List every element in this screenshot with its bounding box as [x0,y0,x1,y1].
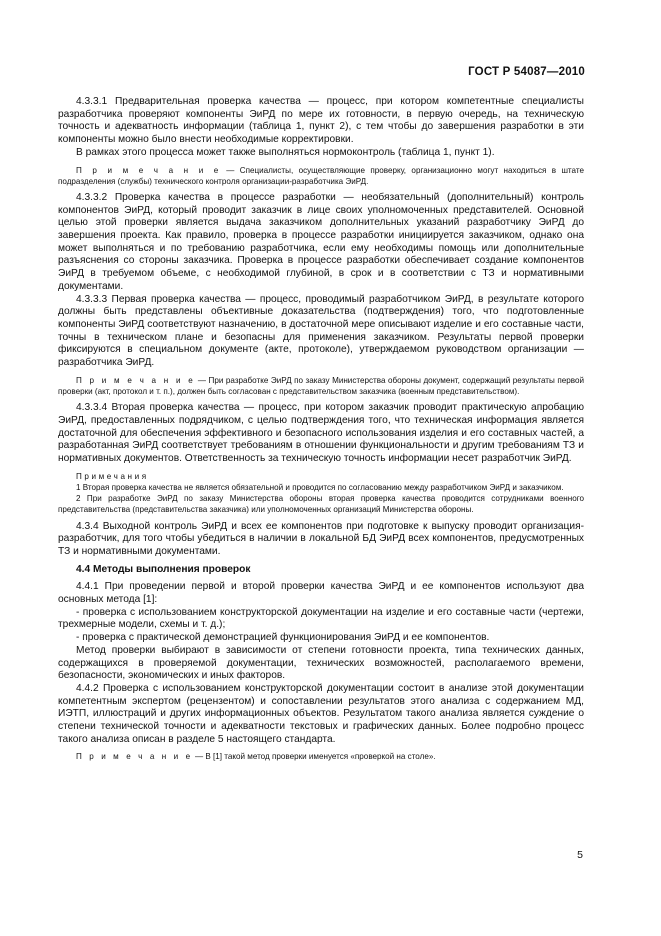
note-1-text: — Специалисты, осуществляющие проверку, организационно могут находиться в штате подразделения (службы) технического контроля организации-разработчика ЭиРД. [58,165,584,186]
note-3-2: 2 При разработке ЭиРД по заказу Министерства обороны вторая проверка качества проводится сотрудниками военного представительства (представительства заказчика) или уполномоченных организаций Министерства обороны. [58,494,584,515]
section-heading-4-4: 4.4 Методы выполнения проверок [76,563,251,575]
notes-heading: Примечания [76,471,149,481]
paragraph-4-4-1: 4.4.1 При проведении первой и второй проверки качества ЭиРД и ее компонентов используют два основных метода [1]: [58,581,584,606]
note-1 [58,165,584,187]
note-2-label: П р и м е ч а н и е [76,375,196,385]
paragraph-4-3-4: 4.3.4 Выходной контроль ЭиРД и всех ее компонентов при подготовке к выпуску проводит организация-разработчик, для того чтобы убедиться в наличии в локальной БД ЭиРД всех компонентов, предусмотренных ТЗ и нормативными документами. [58,520,584,557]
note-4-text: — В [1] такой метод проверки именуется «проверкой на столе». [192,752,436,762]
paragraph-normcontrol: В рамках этого процесса может также выполняться нормоконтроль (таблица 1, пункт 1). [76,146,495,158]
paragraph-4-3-3-3: 4.3.3.3 Первая проверка качества — процесс, проводимый разработчиком ЭиРД, в результате которого должны быть представлены объективные доказательства (подтверждения) того, что подготовленные компоненты ЭиРД соответствуют назначению, в достаточной мере описывают изделие и его составные части, точны в техническом плане и безопасны для применения заказчиком. Результаты первой проверки фиксируются в специальном документе (акте, протоколе), утверждаемом руководством организации — разработчика ЭиРД. [58,293,584,369]
paragraph-4-3-3-1: 4.3.3.1 Предварительная проверка качества — процесс, при котором компетентные специалисты разработчика проверяют компоненты ЭиРД по мере их готовности, в первую очередь, на техническую точность и адекватность информации (таблица 1, пункт 2), с тем чтобы до завершения разработки в эти компоненты можно было внести необходимые корректировки. [58,96,584,146]
page-number: 5 [577,849,583,861]
document-body [58,96,584,763]
paragraph-4-4-2: 4.4.2 Проверка с использованием конструкторской документации состоит в анализе этой документации компетентным экспертом (рецензентом) и сопоставлении результатов этого анализа с содержанием МД, ИЭТП, иллюстраций и других информационных объектов. Результатом такого анализа является суждение о степени технической точности и адекватности текстовых и графических данных. Более подробно процесс такого анализа описан в разделе 5 настоящего стандарта. [58,682,584,745]
paragraph-4-3-3-2: 4.3.3.2 Проверка качества в процессе разработки — необязательный (дополнительный) контроль компонентов ЭиРД, который проводит заказчик в лице своих уполномоченных представителей. Основной целью этой проверки является выдача заказчиком дополнительных указаний разработчику ЭиРД до завершения проекта. Как правило, проверка в процессе разработки инициируется заказчиком, однако она может выполняться и по требованию разработчика, если ему необходимы помощь или дополнительные разъяснения со стороны заказчика. Проверка в процессе разработки обеспечивает создание компонентов ЭиРД в требуемом объеме, с необходимой глубиной, в срок и в соответствии с ТЗ и нормативными документами. [58,191,584,292]
paragraph-method-choice: Метод проверки выбирают в зависимости от степени готовности проекта, типа технических данных, содержащихся в проверяемой документации, технических возможностей, располагаемого времени, безопасности, экономических и иных факторов. [58,644,584,682]
note-2 [58,375,584,397]
list-item-1: - проверка с использованием конструкторской документации на изделие и его составные части (чертежи, трехмерные модели, схемы и т. д.); [58,606,584,631]
paragraph-4-3-3-4: 4.3.3.4 Вторая проверка качества — процесс, при котором заказчик проводит практическую апробацию ЭиРД, предоставленных подрядчиком, с целью подтверждения того, что техническая информация является достаточной для обеспечения эффективного и безопасного использования изделия и его составных частей, а разработанная ЭиРД соответствует требованиям в отношении функциональности и другим требованиям ТЗ и нормативных документов. Ответственность за техническую точность информации несет разработчик ЭиРД. [58,402,584,464]
note-1-label: П р и м е ч а н и е [76,165,221,175]
note-4-label: П р и м е ч а н и е [76,752,193,762]
document-header: ГОСТ Р 54087—2010 [468,66,585,78]
note-3-1: 1 Вторая проверка качества не является обязательной и проводится по согласованию между разработчиком ЭиРД и заказчиком. [76,482,564,492]
note-2-text: — При разработке ЭиРД по заказу Министерства обороны документ, содержащий результаты первой проверки (акт, протокол и т. п.), должен быть согласован с представительством заказчика (военным представительством). [58,375,584,396]
note-4 [58,751,584,762]
list-item-2: - проверка с практической демонстрацией функционирования ЭиРД и ее компонентов. [76,632,490,644]
